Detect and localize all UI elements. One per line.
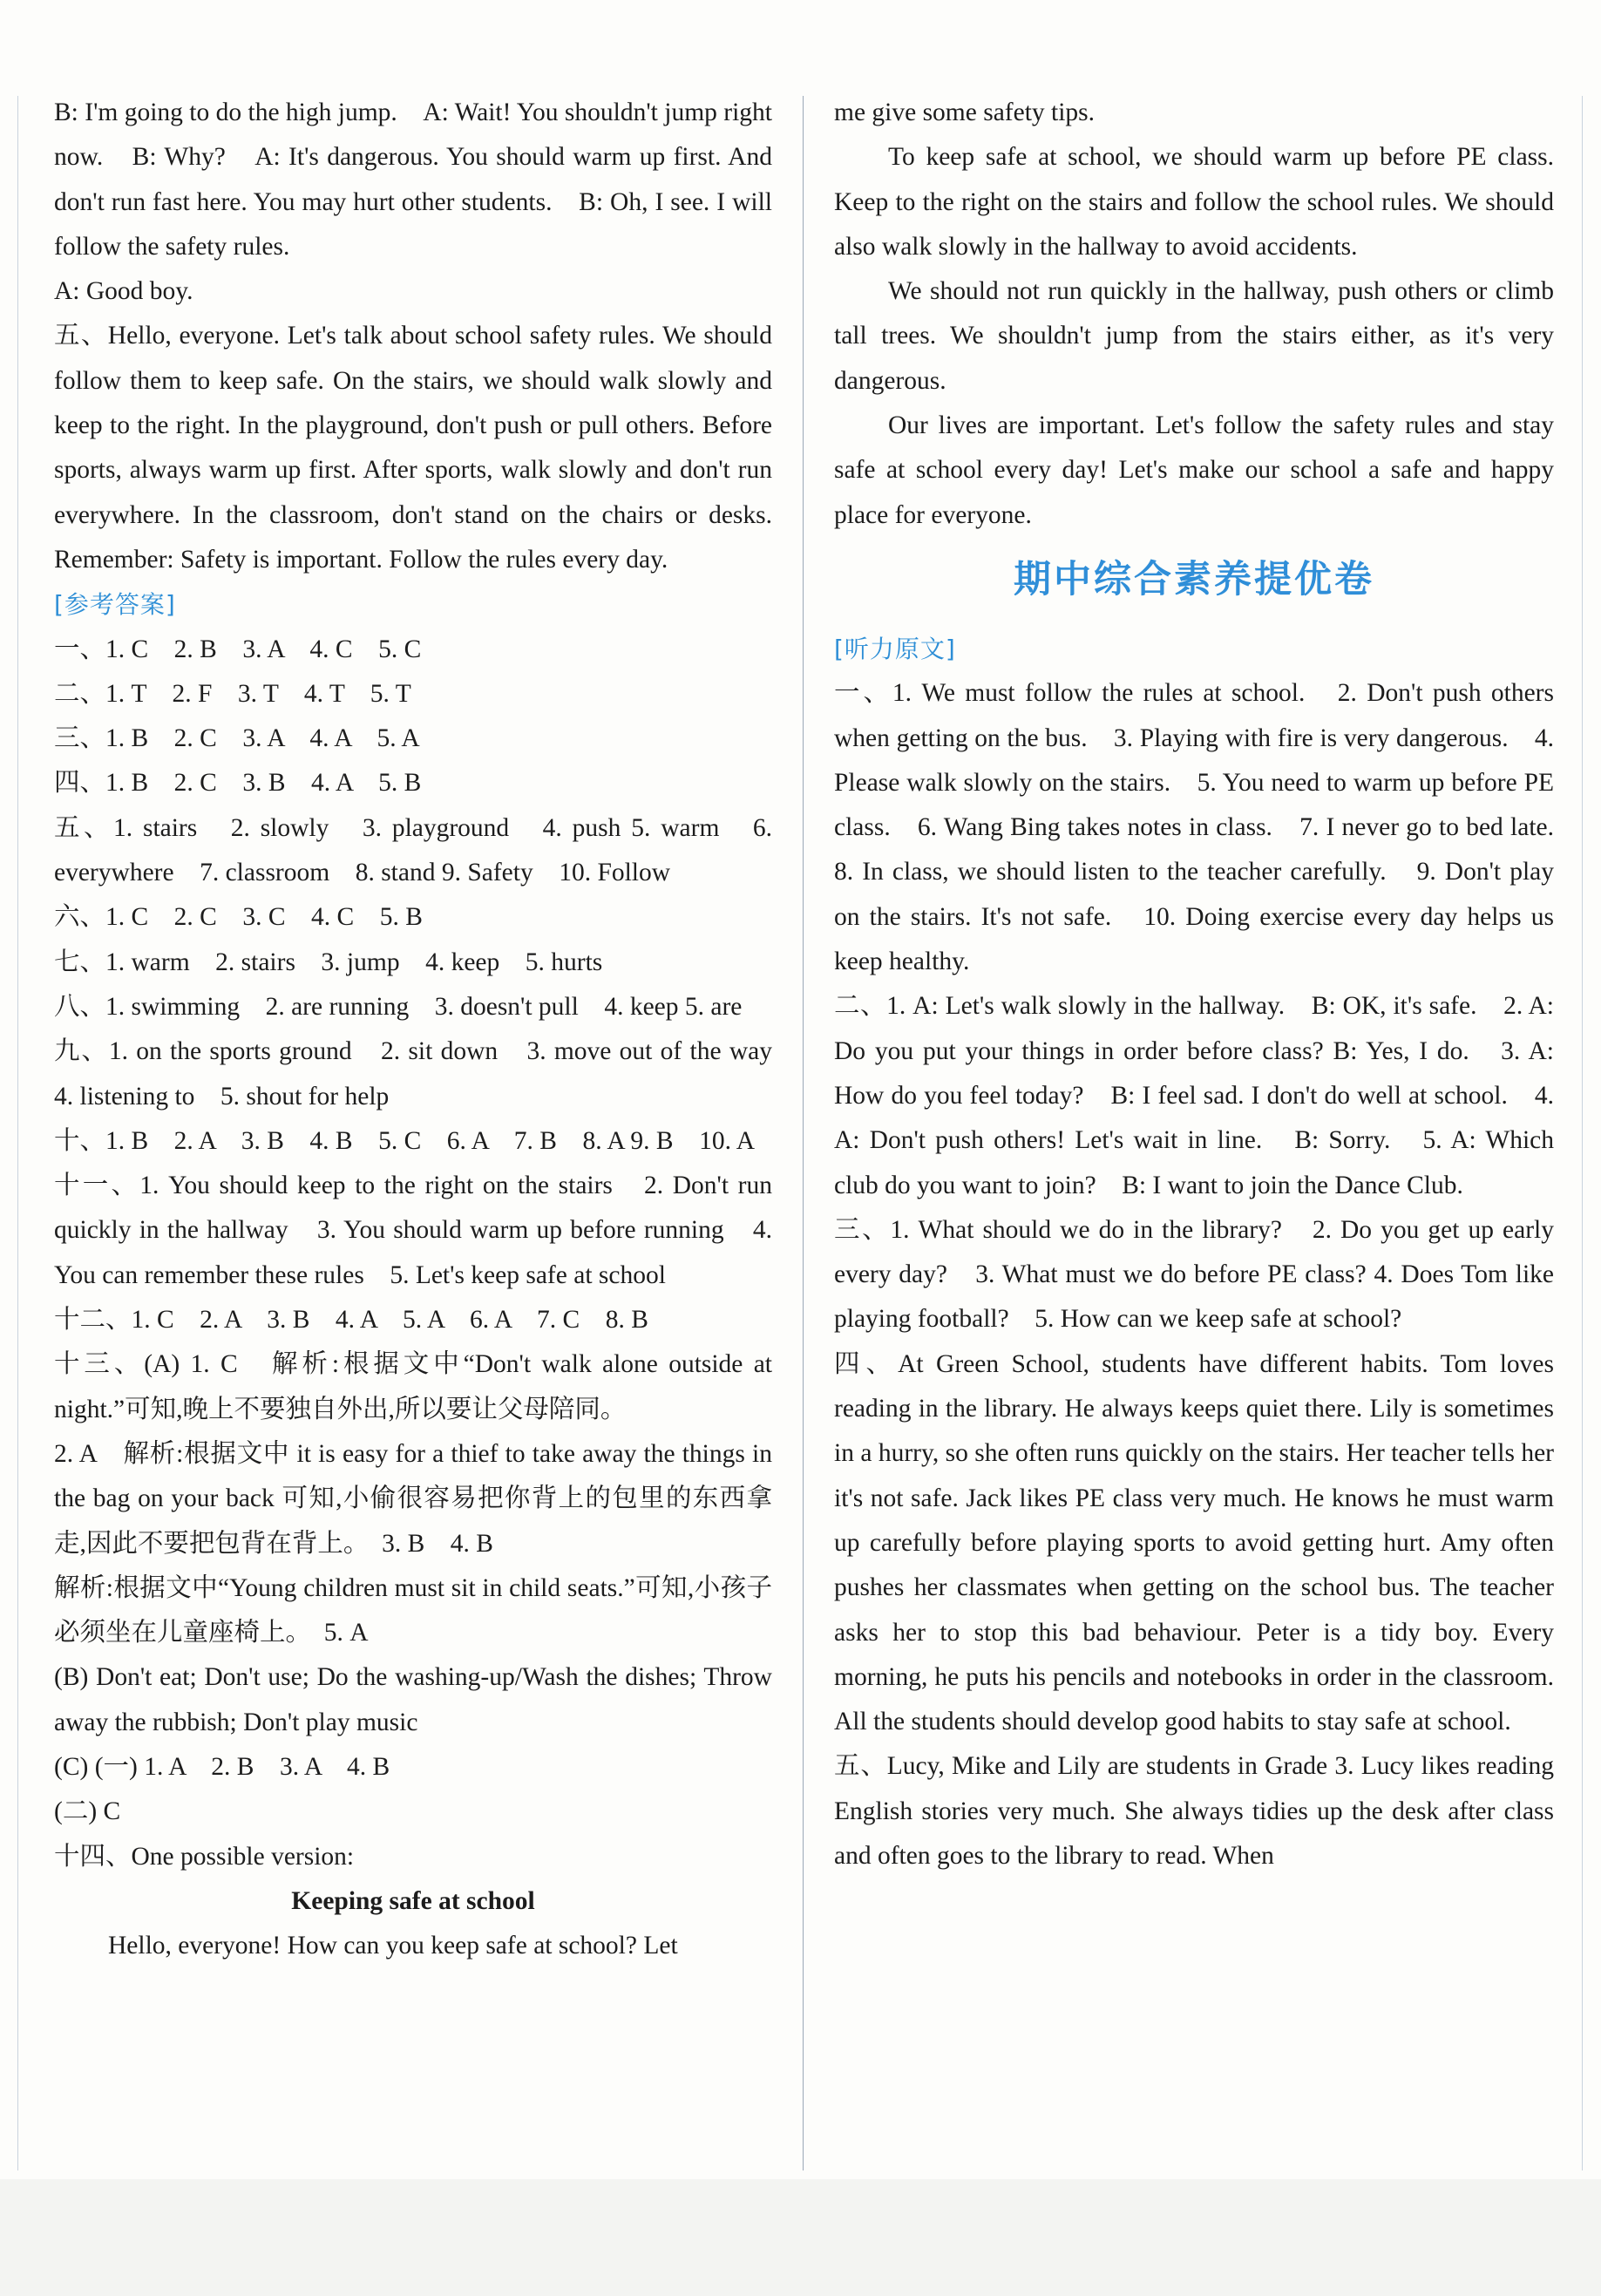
- listening-part-5: 五、Lucy, Mike and Lily are students in Grade 3. Lucy likes reading English stories very much. She always tidies up the desk after class and often goes to the library to read. When: [834, 1752, 1554, 1870]
- midterm-exam-title: 期中综合素养提优卷: [1014, 557, 1374, 601]
- listening-script-heading: [听力原文]: [834, 634, 956, 663]
- answer-row-8: 八、1. swimming 2. are running 3. doesn't pull 4. keep 5. are: [54, 992, 743, 1021]
- answer-row-5: 五、1. stairs 2. slowly 3. playground 4. push 5. warm 6. everywhere 7. classroom 8. stand 9. Safety 10. Follow: [54, 813, 772, 887]
- listening-part-3: 三、1. What should we do in the library? 2. Do you get up early every day? 3. What must we do before PE class? 4. Does Tom like playing football? 5. How can we keep safe at school?: [834, 1215, 1554, 1334]
- answer-row-1: 一、1. C 2. B 3. A 4. C 5. C: [54, 635, 422, 663]
- answer-row-9: 九、1. on the sports ground 2. sit down 3. move out of the way 4. listening to 5. shout for help: [54, 1037, 798, 1111]
- answer-row-11: 十一、1. You should keep to the right on the stairs 2. Don't run quickly in the hallway 3. You should warm up before running 4. You can remember these rules 5. Let's keep safe at school: [54, 1172, 772, 1289]
- answer-row-13c: (C) (一) 1. A 2. B 3. A 4. B: [54, 1752, 390, 1781]
- essay-paragraph-2: To keep safe at school, we should warm up before PE class. Keep to the right on the stairs and follow the school rules. We should also walk slowly in the hallway to avoid accidents.: [834, 143, 1554, 261]
- answer-row-3: 三、1. B 2. C 3. A 4. A 5. A: [54, 724, 420, 753]
- section-five-passage: 五、Hello, everyone. Let's talk about school safety rules. We should follow them to keep safe. On the stairs, we should walk slowly and keep to the right. In the playground, don't push or pull others. Before sports, always warm up first. After sports, walk slowly and don't run everywhere. In the classroom, don't stand on the chairs or desks. Remember: Safety is important. Follow the rules every day.: [54, 322, 772, 574]
- essay-title: Keeping safe at school: [291, 1886, 535, 1915]
- left-column: [54, 91, 798, 1968]
- answer-row-7: 七、1. warm 2. stairs 3. jump 4. keep 5. hurts: [54, 948, 603, 976]
- essay-opening: Hello, everyone! How can you keep safe at school? Let: [108, 1932, 678, 1960]
- essay-paragraph-4: Our lives are important. Let's follow the safety rules and stay safe at school every day! Let's make our school a safe and happy place for everyone.: [834, 411, 1554, 529]
- listening-part-4: 四、At Green School, students have different habits. Tom loves reading in the library. He always keeps quiet there. Lily is sometimes in a hurry, so she often runs quickly on the stairs. Her teacher tells her it's not safe. Jack likes PE class very much. He knows he must warm up carefully before playing sports to avoid getting hurt. Amy often pushes her classmates when getting on the school bus. The teacher asks her to stop this bad behaviour. Peter is a tidy boy. Every morning, he puts his pencils and notebooks in order in the classroom. All the students should develop good habits to stay safe at school.: [834, 1349, 1554, 1736]
- listening-part-2: 二、1. A: Let's walk slowly in the hallway. B: OK, it's safe. 2. A: Do you put your things in order before class? B: Yes, I do. 3. A: How do you feel today? B: I feel sad. I don't do well at school. 4. A: Don't push others! Let's wait in line. B: Sorry. 5. A: Which club do you want to join? B: I want to join the Dance Club.: [834, 992, 1554, 1199]
- page-bottom-band: [0, 2179, 1601, 2296]
- answer-row-13a: 十三、(A) 1. C 解析:根据文中“Don't walk alone outside at night.”可知,晚上不要独自外出,所以要让父母陪同。: [54, 1350, 772, 1423]
- answer-row-13c-2: (二) C: [54, 1797, 121, 1826]
- answer-row-4: 四、1. B 2. C 3. B 4. A 5. B: [54, 769, 422, 798]
- dialogue-text: B: I'm going to do the high jump. A: Wait! You shouldn't jump right now. B: Why? A: It's dangerous. You should warm up first. And don't run fast here. You may hurt other students. B: Oh, I see. I will follow the safety rules.: [54, 98, 772, 261]
- essay-continue: me give some safety tips.: [834, 98, 1096, 126]
- reference-answers-heading: [参考答案]: [54, 590, 176, 620]
- answer-row-13b: (B) Don't eat; Don't use; Do the washing-up/Wash the dishes; Throw away the rubbish; Don't play music: [54, 1663, 772, 1736]
- right-column: [834, 91, 1580, 1878]
- answer-row-13a-2: 2. A 解析:根据文中 it is easy for a thief to take away the things in the bag on your back 可知,小偷很容易把你背上的包里的东西拿走,因此不要把包背在背上。 3. B 4. B: [54, 1439, 772, 1558]
- column-divider: [803, 96, 804, 2170]
- answer-row-12: 十二、1. C 2. A 3. B 4. A 5. A 6. A 7. C 8. B: [54, 1306, 648, 1335]
- answer-row-2: 二、1. T 2. F 3. T 4. T 5. T: [54, 679, 411, 708]
- answer-row-14: 十四、One possible version:: [54, 1842, 355, 1871]
- essay-paragraph-3: We should not run quickly in the hallway, push others or climb tall trees. We shouldn't jump from the stairs either, as it's very dangerous.: [834, 277, 1554, 395]
- left-margin-line: [17, 96, 18, 2170]
- answer-row-13a-explain: 解析:根据文中“Young children must sit in child seats.”可知,小孩子必须坐在儿童座椅上。 5. A: [54, 1573, 772, 1647]
- dialogue-end: A: Good boy.: [54, 277, 193, 306]
- listening-part-1: 一、1. We must follow the rules at school. 2. Don't push others when getting on the bus. 3. Playing with fire is very dangerous. 4. Please walk slowly on the stairs. 5. You need to warm up before PE class. 6. Wang Bing takes notes in class. 7. I never go to bed late. 8. In class, we should listen to the teacher carefully. 9. Don't play on the stairs. It's not safe. 10. Doing exercise every day helps us keep healthy.: [834, 679, 1580, 976]
- answer-row-10: 十、1. B 2. A 3. B 4. B 5. C 6. A 7. B 8. A 9. B 10. A: [54, 1126, 756, 1155]
- right-margin-line: [1582, 96, 1583, 2170]
- answer-row-6: 六、1. C 2. C 3. C 4. C 5. B: [54, 903, 423, 932]
